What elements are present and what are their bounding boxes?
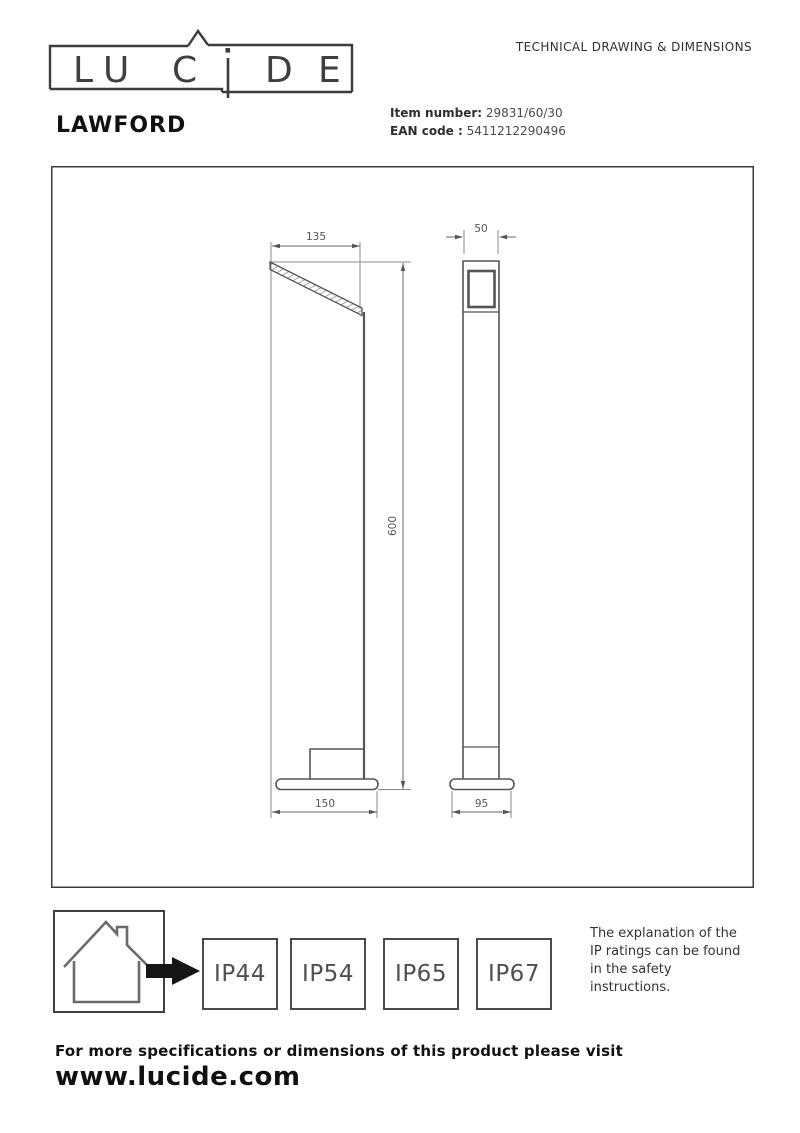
footer-website: www.lucide.com	[55, 1062, 301, 1092]
ip-rating-badge-ip67: IP67	[476, 938, 552, 1010]
ip-rating-badge-ip65: IP65	[383, 938, 459, 1010]
dimension-95	[452, 798, 511, 814]
dimension-135	[272, 231, 360, 248]
ip-rating-badge-ip44: IP44	[202, 938, 278, 1010]
footer-text: For more specifications or dimensions of this product please visit	[55, 1042, 623, 1060]
side-view	[450, 230, 514, 818]
technical-drawing	[51, 166, 754, 888]
logo-letter-e: E	[318, 50, 341, 91]
item-number-row	[390, 104, 566, 122]
page-title: TECHNICAL DRAWING & DIMENSIONS	[515, 40, 752, 54]
lamp-head-slant	[270, 262, 362, 316]
product-meta	[390, 104, 566, 140]
svg-text:95: 95	[474, 798, 489, 810]
ip-note: The explanation of the IP ratings can be found in the safety instructions.	[590, 926, 741, 995]
svg-text:600: 600	[387, 515, 399, 537]
base-bracket	[310, 749, 363, 779]
ean-row	[390, 122, 566, 140]
ean-value: 5411212290496	[466, 124, 566, 138]
ean-label: EAN code :	[390, 124, 463, 138]
base-plate-front	[276, 779, 378, 790]
dimension-150	[272, 798, 377, 814]
item-number-value: 29831/60/30	[485, 106, 563, 120]
svg-text:150: 150	[314, 798, 336, 810]
ip-rating-badge-ip54: IP54	[290, 938, 366, 1010]
lamp-window-side	[469, 271, 495, 307]
dimension-50	[446, 223, 516, 239]
item-number-label: Item number:	[390, 106, 483, 120]
logo-frame	[50, 31, 352, 92]
indoor-outdoor-pictogram	[53, 910, 203, 1014]
logo-letter-c: C	[172, 50, 198, 91]
base-plate-side	[450, 779, 514, 790]
dimension-600	[387, 263, 405, 789]
logo-letter-i-dot	[226, 48, 231, 53]
logo-letter-l: L	[73, 50, 94, 91]
svg-text:50: 50	[474, 223, 488, 235]
house-icon	[64, 922, 149, 1002]
product-name: LAWFORD	[56, 113, 187, 138]
arrow-right-icon	[146, 957, 200, 985]
lucide-logo	[48, 28, 358, 106]
logo-letter-u: U	[103, 50, 130, 91]
logo-letter-d: D	[265, 50, 293, 91]
svg-text:135: 135	[305, 231, 327, 243]
